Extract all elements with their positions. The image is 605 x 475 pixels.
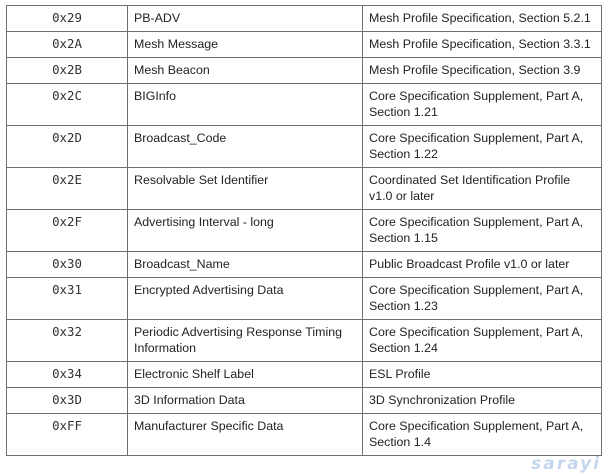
ad-type-table-body	[7, 6, 602, 456]
ad-type-code: 0x34	[7, 362, 128, 388]
ad-type-code: 0x2C	[7, 84, 128, 126]
table-row	[7, 210, 602, 252]
ad-type-reference: Public Broadcast Profile v1.0 or later	[363, 252, 602, 278]
ad-type-name: Mesh Message	[128, 32, 363, 58]
ad-type-reference: Mesh Profile Specification, Section 3.3.1	[363, 32, 602, 58]
ad-type-reference: Core Specification Supplement, Part A, Section 1.4	[363, 414, 602, 456]
ad-type-name: Advertising Interval - long	[128, 210, 363, 252]
ad-type-code: 0x2B	[7, 58, 128, 84]
ad-type-reference: Mesh Profile Specification, Section 3.9	[363, 58, 602, 84]
table-row	[7, 320, 602, 362]
ad-type-code: 0x2E	[7, 168, 128, 210]
ad-type-name: Manufacturer Specific Data	[128, 414, 363, 456]
table-row	[7, 414, 602, 456]
ad-type-reference: Core Specification Supplement, Part A, Section 1.15	[363, 210, 602, 252]
ad-type-reference: Core Specification Supplement, Part A, Section 1.21	[363, 84, 602, 126]
ad-type-name: Resolvable Set Identifier	[128, 168, 363, 210]
ad-type-code: 0x30	[7, 252, 128, 278]
ad-type-reference: Mesh Profile Specification, Section 5.2.1	[363, 6, 602, 32]
ad-type-code: 0x2F	[7, 210, 128, 252]
table-row	[7, 6, 602, 32]
table-row	[7, 388, 602, 414]
ad-type-code: 0x2A	[7, 32, 128, 58]
ad-type-name: 3D Information Data	[128, 388, 363, 414]
watermark-logo: sarayi	[531, 454, 601, 474]
ad-type-name: Electronic Shelf Label	[128, 362, 363, 388]
ad-type-code: 0xFF	[7, 414, 128, 456]
ad-type-code: 0x31	[7, 278, 128, 320]
table-row	[7, 278, 602, 320]
ad-type-table	[6, 5, 602, 456]
ad-type-code: 0x29	[7, 6, 128, 32]
table-row	[7, 126, 602, 168]
ad-type-name: PB-ADV	[128, 6, 363, 32]
ad-type-name: Broadcast_Name	[128, 252, 363, 278]
table-row	[7, 362, 602, 388]
ad-type-code: 0x2D	[7, 126, 128, 168]
ad-type-name: Broadcast_Code	[128, 126, 363, 168]
ad-type-name: BIGInfo	[128, 84, 363, 126]
ad-type-reference: Coordinated Set Identification Profile v1.0 or later	[363, 168, 602, 210]
ad-type-reference: Core Specification Supplement, Part A, Section 1.24	[363, 320, 602, 362]
ad-type-reference: Core Specification Supplement, Part A, Section 1.22	[363, 126, 602, 168]
ad-type-code: 0x32	[7, 320, 128, 362]
ad-type-name: Mesh Beacon	[128, 58, 363, 84]
ad-type-reference: ESL Profile	[363, 362, 602, 388]
table-row	[7, 58, 602, 84]
table-row	[7, 84, 602, 126]
ad-type-name: Encrypted Advertising Data	[128, 278, 363, 320]
ad-type-reference: 3D Synchronization Profile	[363, 388, 602, 414]
ad-type-code: 0x3D	[7, 388, 128, 414]
ad-type-name: Periodic Advertising Response Timing Information	[128, 320, 363, 362]
table-row	[7, 168, 602, 210]
table-row	[7, 32, 602, 58]
ad-type-reference: Core Specification Supplement, Part A, Section 1.23	[363, 278, 602, 320]
table-row	[7, 252, 602, 278]
